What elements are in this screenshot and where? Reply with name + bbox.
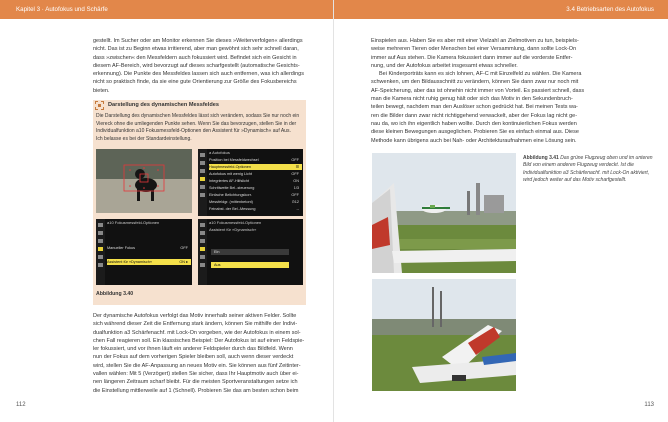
menu-item — [209, 206, 302, 212]
left-body-text — [93, 312, 307, 395]
info-box-text — [96, 113, 304, 143]
figure-caption — [523, 155, 653, 185]
text-line: Methode kann übrigens auch bei Nah- oder Architekturaufnahmen eine Lösung sein. — [371, 137, 577, 144]
airplane-photo-bottom — [372, 279, 516, 391]
menu-title: a Autofokus — [209, 150, 230, 155]
camera-icon — [200, 231, 205, 235]
text-line: gestellt. Im Sucher oder am Monitor erkennen Sie dieses »Weiterverfolgen« allerdings — [93, 38, 303, 44]
menu-item-value: ☰ — [295, 165, 299, 169]
text-line: sich während dieser Zeit die Entfernung stark ändern, können Sie mithilfe der Indivi- — [93, 321, 298, 328]
menu-option — [211, 249, 289, 255]
menu-option-selected — [211, 262, 289, 268]
text-line: nicht so praktisch finde, da sie eine gute Orientierung zur Größe des Fokusbereichs — [93, 79, 297, 86]
text-line: Individualfunktion a10 Fokusmessfeld-Optionen den Assistent für »Dynamisch« auf Aus. — [96, 128, 291, 135]
menu-option-label: Aus — [214, 263, 221, 267]
text-line: immer auf Aus stehen. Die Kamera fokussiert dann immer auf die vorderste Entfer- — [371, 54, 573, 61]
text-line: diesem AF-Bereich, wird bevorzugt auf dieses scharfgestellt (automatische Gesichts- — [93, 62, 300, 69]
dog-photo — [96, 149, 192, 213]
pencil-icon — [200, 247, 205, 251]
camera-menu-autofocus — [198, 149, 303, 216]
camera-icon — [98, 231, 103, 235]
text-line: weise mehreren Tieren oder Menschen bei einer Versammlung, dann sollte Lock-On — [371, 46, 577, 53]
figure-label: Abbildung 3.40 — [96, 291, 134, 297]
menu-item-value: OFF — [291, 172, 299, 176]
text-line: die Einstellung mittlerweile auf 1 (Schnell). Probieren Sie das am besten schon beim — [93, 387, 299, 394]
text-line: erkennung). Die Punkte des Messfeldes lassen sich auch entfernen, was ich allerdings — [93, 71, 304, 78]
menu-item-label: Schrittweite Bel.-steuerung — [209, 186, 255, 190]
wrench-icon — [200, 255, 205, 259]
menu-item — [209, 192, 302, 198]
menu-item — [209, 178, 302, 184]
menu-item-label: Hauptmessfeld-Optionen — [209, 165, 251, 169]
text-line: bieten. — [93, 87, 110, 94]
left-intro-text — [93, 37, 307, 95]
text-line: dualfunktion a3 Schärfenachf. mit Lock-On vorgeben, wie der Autofokus in einem sol- — [93, 329, 301, 336]
playback-icon — [98, 223, 103, 227]
menu-item-selected — [209, 164, 302, 170]
menu-item-value: ON ▸ — [179, 260, 188, 264]
airplane-photo-top-graphic — [372, 153, 516, 273]
menu-side-icons — [198, 219, 207, 285]
figure-caption-text: Das grüne Flugzeug oben und im unteren Bild von einem anderen Flugzeug verdeckt. Ist die Individualfunktion a3 Schärfenachf. mit Lock-On aktiviert, wird jedoch weiter auf das Motiv scharfgestellt. — [523, 155, 653, 184]
text-line: nung, und der Autofokus arbeitet insgesamt etwas schneller. — [371, 62, 518, 69]
retouch-icon — [98, 263, 103, 267]
playback-icon — [200, 223, 205, 227]
figure-caption-label: Abbildung 3.41 — [523, 155, 559, 161]
text-line: AF-Speicherung, aber das ist ohnehin nicht immer von Vorteil. Es passiert schnell, dass — [371, 87, 585, 94]
text-line: nen längeren Zeitraum scharf bleibt. Für die meisten Sportveranstaltungen setze ich — [93, 379, 298, 386]
right-page-header: 3.4 Betriebsarten des Autofokus — [334, 0, 668, 19]
text-line: schwenken, um den Bildausschnitt zu verändern, können Sie dann zwar nur noch mit — [371, 79, 579, 86]
menu-item-label: Autofokus mit wenig Licht — [209, 172, 253, 176]
menu-item-label: Einfache Belichtungskorr. — [209, 193, 252, 197]
menu-item-label: Feinabst. der Bel.-Messung — [209, 207, 256, 211]
video-icon — [98, 239, 103, 243]
menu-item-selected — [107, 259, 191, 265]
text-line: dass »zwischen« den Messfeldern auch fokussiert wird. Befindet sich ein Gesicht in — [93, 54, 297, 61]
text-line: nun der Fokus auf dem vorherigen Spieler bleiben soll, auch wenn dieser verdeckt — [93, 354, 294, 361]
text-line: Bei Kinderporträts kann es sich lohnen, AF-C mit Einzelfeld zu wählen. Die Kamera — [379, 71, 582, 78]
menu-subtitle: Assistent für »Dynamisch« — [209, 227, 257, 232]
menu-item — [107, 245, 191, 251]
menu-item-label: Integriertes AF-Hilfslicht — [209, 179, 250, 183]
retouch-icon — [200, 263, 205, 267]
menu-item — [209, 185, 302, 191]
text-line: Viereck ohne die umliegenden Punkte sehen. Wenn Sie das bevorzugen, stellen Sie in der — [96, 120, 297, 127]
pencil-icon — [98, 247, 103, 251]
airplane-photo-bottom-graphic — [372, 279, 516, 391]
menu-item-value: OFF — [291, 158, 299, 162]
info-box-title: Darstellung des dynamischen Messfeldes — [108, 102, 219, 108]
menu-side-icons — [96, 219, 105, 285]
playback-icon — [200, 153, 205, 157]
dog-photo-graphic — [96, 149, 192, 213]
text-line: diese kleinen Bewegungen ausgeglichen. Probieren Sie es einfach einmal aus. Diese — [371, 129, 579, 136]
menu-item-value: ⊙12 — [291, 200, 299, 204]
menu-title: a10 Fokusmessfeld-Optionen — [209, 220, 262, 225]
video-icon — [200, 169, 205, 173]
right-body-text — [371, 37, 585, 145]
text-line: nicht. Das ist zu Beginn etwas irritierend, aber man gewöhnt sich sehr schnell daran, — [93, 46, 299, 53]
airplane-photo-top — [372, 153, 516, 273]
text-line: chen Fall reagieren soll. Ein klassisches Beispiel: Der Autofokus ist auf einen Feldspie- — [93, 337, 305, 344]
menu-item-value: 1/3 — [293, 186, 299, 190]
wrench-icon — [200, 185, 205, 189]
text-line: ren die Bilder dann zwar nicht richtiggehend verwackelt, aber der Fokus lag nicht ge- — [371, 112, 578, 119]
menu-item-value: ON — [293, 179, 299, 183]
menu-item-value: -- — [296, 207, 299, 211]
menu-item-label: Manueller Fokus — [107, 246, 136, 250]
menu-option-label: Ein — [214, 250, 220, 254]
page-number: 112 — [16, 402, 26, 408]
camera-menu-focus-options — [96, 219, 192, 285]
wrench-icon — [98, 255, 103, 259]
text-line: Die Darstellung des dynamischen Messfeldes lässt sich verändern, sodass Sie nur noch ein — [96, 113, 300, 119]
left-page-header: Kapitel 3 · Autofokus und Schärfe — [0, 0, 334, 19]
text-line: ler fokussiert, und vor ihnen läuft ein anderer Feldspieler durch das Bildfeld. Wenn — [93, 346, 293, 353]
retouch-icon — [200, 193, 205, 197]
text-line: vallen wählen: Mit 5 (Verzögert) stellen Sie sicher, dass Ihr Hauptmotiv auch über ei- — [93, 371, 299, 378]
camera-menu-dynamic-assistant — [198, 219, 303, 285]
menu-item — [209, 157, 302, 163]
text-line: Der dynamische Autofokus verfolgt das Motiv innerhalb seiner aktiven Felder. Sollte — [93, 313, 297, 319]
video-icon — [200, 239, 205, 243]
menu-item-label: Position bei Messfeldwechsel — [209, 158, 259, 162]
pencil-icon — [200, 177, 205, 181]
text-line: teilen bewegt, nachdem man den Auslöser schon gedrückt hat. Bei meinen Tests wa- — [371, 104, 578, 111]
menu-item-label: Messfeldgr. (mittenbetont) — [209, 200, 253, 204]
menu-title: a10 Fokusmessfeld-Optionen — [107, 220, 160, 225]
tip-icon — [95, 101, 104, 110]
menu-item-value: OFF — [180, 246, 188, 250]
menu-item — [209, 199, 302, 205]
text-line: man die Kamera nicht ruhig genug hält oder sich das Motiv in den Sekundenbruch- — [371, 96, 573, 103]
menu-item-label: Assistent für »Dynamisch« — [107, 260, 152, 264]
text-line: nau da, wo ich ihn eigentlich haben wollte. Durch den kontinuierlichen Fokus werden — [371, 120, 577, 127]
page-number: 113 — [644, 402, 654, 408]
camera-icon — [200, 161, 205, 165]
menu-item-value: OFF — [291, 193, 299, 197]
text-line: Ich belasse es bei der Standardeinstellung. — [96, 135, 192, 142]
text-line: Einspielen aus. Haben Sie es aber mit einer Vielzahl an Zielmotiven zu tun, beispiels- — [371, 38, 579, 44]
menu-item — [209, 171, 302, 177]
menu-side-icons — [198, 149, 207, 216]
text-line: wird, stellen Sie die AF-Anpassung an neues Motiv ein. Sie können aus fünf Zeitinter- — [93, 362, 301, 369]
